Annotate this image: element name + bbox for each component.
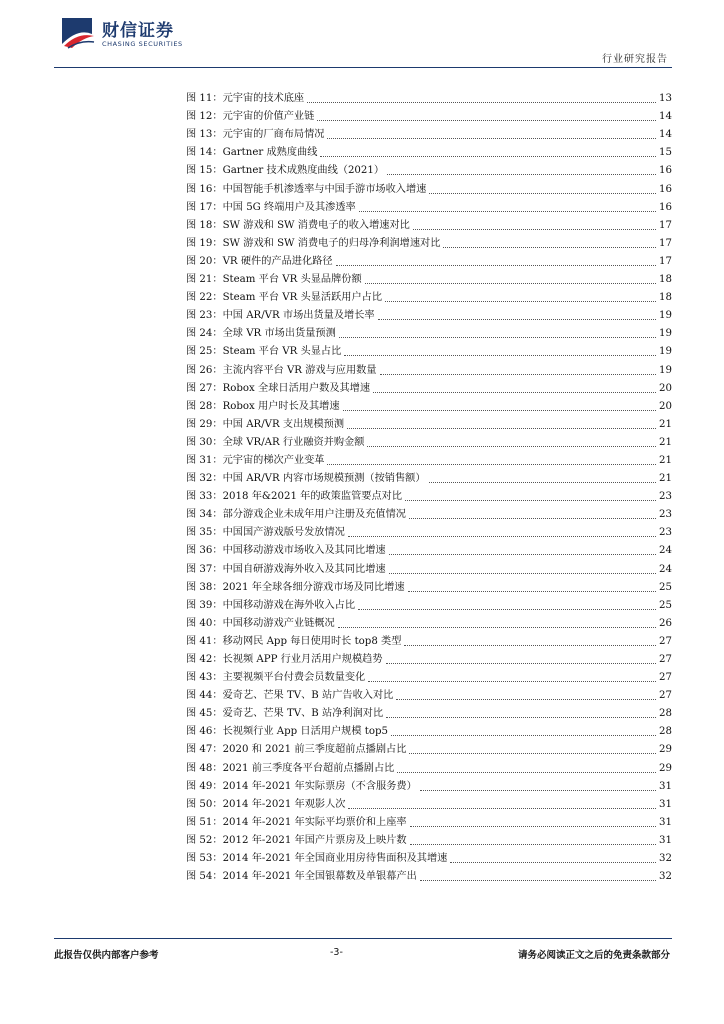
figure-title: VR 硬件的产品进化路径 [222,255,333,267]
dot-leader [409,753,656,754]
figure-number: 图 16： [186,183,223,195]
dot-leader [378,319,656,320]
toc-entry[interactable] [186,757,672,775]
figure-title: 中国 AR/VR 内容市场规模预测（按销售额） [222,473,426,485]
figure-title: 长视频行业 App 日活用户规模 top5 [222,726,388,738]
figure-number: 图 49： [186,780,223,792]
figure-page-number: 20 [659,382,672,394]
header-divider [54,67,672,68]
dot-leader [420,880,656,881]
figure-number: 图 41： [186,635,223,647]
figure-page-number: 14 [659,111,672,123]
figure-page-number: 31 [659,834,672,846]
toc-entry[interactable] [186,378,672,396]
figure-page-number: 21 [659,473,672,485]
figure-page-number: 23 [659,509,672,521]
footer-divider [54,938,672,939]
dot-leader [339,337,656,338]
figure-title: Steam 平台 VR 头显占比 [222,346,342,358]
figure-title: SW 游戏和 SW 消费电子的收入增速对比 [222,219,410,231]
figure-title: 爱奇艺、芒果 TV、B 站净利润对比 [222,708,384,720]
figure-number: 图 30： [186,436,223,448]
figure-title: 2012 年-2021 年国产片票房及上映片数 [222,834,407,846]
figure-page-number: 26 [659,617,672,629]
dot-leader [385,301,656,302]
figure-page-number: 25 [659,599,672,611]
figure-page-number: 21 [659,454,672,466]
figure-number: 图 18： [186,219,223,231]
figure-number: 图 44： [186,690,223,702]
figure-number: 图 27： [186,382,223,394]
toc-entry[interactable] [186,305,672,323]
figure-page-number: 18 [659,274,672,286]
toc-entry[interactable] [186,106,672,124]
figure-title: 中国移动游戏产业链概况 [222,617,335,629]
toc-entry[interactable] [186,269,672,287]
figure-page-number: 13 [659,93,672,105]
figure-page-number: 32 [659,853,672,865]
figure-number: 图 14： [186,147,223,159]
figure-number: 图 13： [186,129,223,141]
figure-title: 爱奇艺、芒果 TV、B 站广告收入对比 [222,690,394,702]
toc-entry[interactable] [186,486,672,504]
toc-entry[interactable] [186,794,672,812]
figure-page-number: 14 [659,129,672,141]
dot-leader [368,681,656,682]
figure-number: 图 39： [186,599,223,611]
toc-entry[interactable] [186,848,672,866]
dot-leader [387,174,656,175]
dot-leader [420,790,656,791]
dot-leader [429,482,656,483]
figure-number: 图 46： [186,726,223,738]
figure-title: 2014 年-2021 年观影人次 [222,798,346,810]
figure-number: 图 28： [186,400,223,412]
figure-title: 中国移动游戏在海外收入占比 [222,599,356,611]
dot-leader [344,355,656,356]
figure-title: 2014 年-2021 年实际平均票价和上座率 [222,816,407,828]
figure-number: 图 19： [186,237,223,249]
footer-disclaimer-right: 请务必阅读正文之后的免责条款部分 [517,950,670,961]
figure-page-number: 21 [659,436,672,448]
toc-entry[interactable] [186,323,672,341]
dot-leader [380,374,657,375]
dot-leader [327,138,656,139]
figure-number: 图 25： [186,346,223,358]
figure-title: 元宇宙的价值产业链 [222,111,315,123]
figure-number: 图 20： [186,255,223,267]
figure-page-number: 16 [659,183,672,195]
figure-number: 图 38： [186,581,223,593]
page-number: -3- [330,947,343,958]
toc-entry[interactable] [186,812,672,830]
dot-leader [348,808,656,809]
dot-leader [389,573,656,574]
toc-entry[interactable] [186,142,672,160]
toc-entry[interactable] [186,613,672,631]
toc-entry[interactable] [186,721,672,739]
figure-number: 图 45： [186,708,223,720]
figure-title: 元宇宙的技术底座 [222,93,305,105]
figure-title: 中国智能手机渗透率与中国手游市场收入增速 [222,183,427,195]
figure-title: 2021 年全球各细分游戏市场及同比增速 [222,581,405,593]
figure-number: 图 52： [186,834,223,846]
figure-page-number: 23 [659,491,672,503]
figure-title: 全球 VR 市场出货量预测 [222,328,336,340]
figure-number: 图 33： [186,491,223,503]
figure-number: 图 36： [186,545,223,557]
dot-leader [413,229,656,230]
logo-emblem-icon [58,14,98,52]
figure-title: 中国 AR/VR 支出规模预测 [222,418,345,430]
figure-number: 图 42： [186,654,223,665]
toc-entry[interactable] [186,703,672,721]
figure-number: 图 47： [186,744,223,756]
figure-page-number: 31 [659,780,672,792]
footer-disclaimer-left: 此报告仅供内部客户参考 [54,950,159,961]
figure-page-number: 19 [659,310,672,322]
dot-leader [317,120,656,121]
dot-leader [348,536,656,537]
figure-title: 长视频 APP 行业月活用户规模趋势 [222,654,383,665]
figure-number: 图 22： [186,292,223,304]
dot-leader [338,627,656,628]
figure-number: 图 24： [186,328,223,340]
figure-title: 主流内容平台 VR 游戏与应用数量 [222,364,377,376]
dot-leader [320,156,656,157]
figure-title: Steam 平台 VR 头显活跃用户占比 [222,292,383,304]
figure-title: 2020 和 2021 前三季度超前点播剧占比 [222,744,407,756]
dot-leader [373,392,656,393]
figure-page-number: 28 [659,708,672,720]
figure-page-number: 23 [659,527,672,539]
toc-entry[interactable] [186,287,672,305]
figure-title: Robox 全球日活用户数及其增速 [222,382,371,394]
dot-leader [397,772,656,773]
figure-title: 移动网民 App 每日使用时长 top8 类型 [222,635,402,647]
figure-title: 全球 VR/AR 行业融资并购金额 [222,436,365,448]
toc-entry[interactable] [186,251,672,269]
figure-number: 图 12： [186,111,223,123]
figure-title: 中国移动游戏市场收入及其同比增速 [222,545,386,557]
toc-entry[interactable] [186,830,672,848]
page-header [0,0,724,70]
figure-number: 图 21： [186,274,223,286]
figure-title: 主要视频平台付费会员数量变化 [222,672,366,684]
figure-number: 图 32： [186,473,223,485]
figure-title: Gartner 技术成熟度曲线（2021） [222,165,385,177]
figure-title: Steam 平台 VR 头显品牌份额 [222,274,362,286]
figure-page-number: 21 [659,418,672,430]
dot-leader [307,102,656,103]
dot-leader [391,735,656,736]
figure-page-number: 31 [659,798,672,810]
figure-number: 图 29： [186,418,223,430]
figure-title: 2014 年-2021 年全国商业用房待售面积及其增速 [222,853,448,865]
toc-entry[interactable] [186,233,672,251]
figure-title: 2021 前三季度各平台超前点播剧占比 [222,762,395,774]
logo-chinese-name: 财信证券 [102,21,174,41]
figure-page-number: 18 [659,292,672,304]
figure-page-number: 16 [659,165,672,177]
figure-title: 中国 AR/VR 市场出货量及增长率 [222,310,375,322]
toc-entry[interactable] [186,396,672,414]
figure-number: 图 48： [186,762,223,774]
figure-page-number: 19 [659,328,672,340]
figure-number: 图 54： [186,871,223,883]
dot-leader [408,591,656,592]
figure-title: 2014 年-2021 年实际票房（不含服务费） [222,780,417,792]
figure-page-number: 16 [659,201,672,213]
figure-number: 图 53： [186,853,223,865]
toc-entry[interactable] [186,468,672,486]
dot-leader [450,862,656,863]
dot-leader [389,554,656,555]
figure-title: Robox 用户时长及其增速 [222,400,340,412]
figure-number: 图 51： [186,816,223,828]
figure-page-number: 24 [659,545,672,557]
figure-number: 图 50： [186,798,223,810]
dot-leader [429,193,656,194]
dot-leader [358,609,656,610]
figure-page-number: 27 [659,690,672,702]
dot-leader [409,518,656,519]
toc-entry[interactable] [186,359,672,377]
figure-page-number: 29 [659,744,672,756]
figure-number: 图 31： [186,454,223,466]
toc-entry[interactable] [186,215,672,233]
figure-number: 图 23： [186,310,223,322]
figure-title: SW 游戏和 SW 消费电子的归母净利润增速对比 [222,237,441,249]
toc-entry[interactable] [186,558,672,576]
toc-entry[interactable] [186,160,672,178]
figure-title: 元宇宙的厂商布局情况 [222,129,325,141]
figure-title: 中国 5G 终端用户及其渗透率 [222,201,356,213]
toc-entry[interactable] [186,450,672,468]
figure-page-number: 25 [659,581,672,593]
toc-entry[interactable] [186,414,672,432]
toc-entry[interactable] [186,124,672,142]
figure-page-number: 27 [659,635,672,647]
dot-leader [405,500,656,501]
dot-leader [343,410,657,411]
dot-leader [359,211,656,212]
figure-title: 中国自研游戏海外收入及其同比增速 [222,563,386,575]
figure-number: 图 26： [186,364,223,376]
toc-entry[interactable] [186,522,672,540]
figure-page-number: 32 [659,871,672,883]
figure-page-number: 19 [659,346,672,358]
figure-title: 2014 年-2021 年全国银幕数及单银幕产出 [222,871,417,883]
figure-list [186,88,672,884]
figure-page-number: 31 [659,816,672,828]
figure-page-number: 17 [659,219,672,231]
dot-leader [396,699,656,700]
toc-entry[interactable] [186,540,672,558]
figure-number: 图 40： [186,617,223,629]
figure-page-number: 27 [659,654,672,665]
toc-entry[interactable] [186,432,672,450]
toc-entry[interactable] [186,776,672,794]
dot-leader [336,265,657,266]
report-type-label: 行业研究报告 [602,54,668,65]
dot-leader [404,645,656,646]
figure-number: 图 35： [186,527,223,539]
dot-leader [386,663,656,664]
figure-page-number: 27 [659,672,672,684]
toc-entry[interactable] [186,197,672,215]
dot-leader [443,247,656,248]
dot-leader [327,464,656,465]
dot-leader [386,717,656,718]
figure-number: 图 11： [186,93,223,105]
toc-entry[interactable] [186,504,672,522]
figure-title: 部分游戏企业未成年用户注册及充值情况 [222,509,406,521]
figure-page-number: 17 [659,237,672,249]
dot-leader [347,428,656,429]
figure-title: 中国国产游戏版号发放情况 [222,527,345,539]
toc-entry[interactable] [186,595,672,613]
figure-page-number: 15 [659,147,672,159]
figure-number: 图 43： [186,672,223,684]
figure-page-number: 19 [659,364,672,376]
toc-entry[interactable] [186,88,672,106]
toc-entry[interactable] [186,739,672,757]
figure-page-number: 17 [659,255,672,267]
figure-number: 图 37： [186,563,223,575]
toc-entry[interactable] [186,577,672,595]
figure-page-number: 20 [659,400,672,412]
figure-page-number: 29 [659,762,672,774]
dot-leader [410,844,656,845]
toc-entry[interactable] [186,685,672,703]
toc-entry[interactable] [186,341,672,359]
figure-number: 图 15： [186,165,223,177]
dot-leader [367,446,656,447]
figure-number: 图 34： [186,509,223,521]
toc-entry[interactable] [186,866,672,884]
toc-entry[interactable] [186,178,672,196]
toc-entry[interactable] [186,631,672,649]
figure-title: 元宇宙的梯次产业变革 [222,454,325,466]
toc-entry[interactable] [186,667,672,685]
dot-leader [365,283,656,284]
toc-entry[interactable] [186,649,672,667]
figure-page-number: 28 [659,726,672,738]
figure-title: Gartner 成熟度曲线 [222,147,318,159]
company-logo [58,14,188,54]
dot-leader [410,826,656,827]
logo-english-name: CHASING SECURITIES [102,40,183,48]
figure-number: 图 17： [186,201,223,213]
figure-title: 2018 年&2021 年的政策监管要点对比 [222,491,403,503]
figure-page-number: 24 [659,563,672,575]
